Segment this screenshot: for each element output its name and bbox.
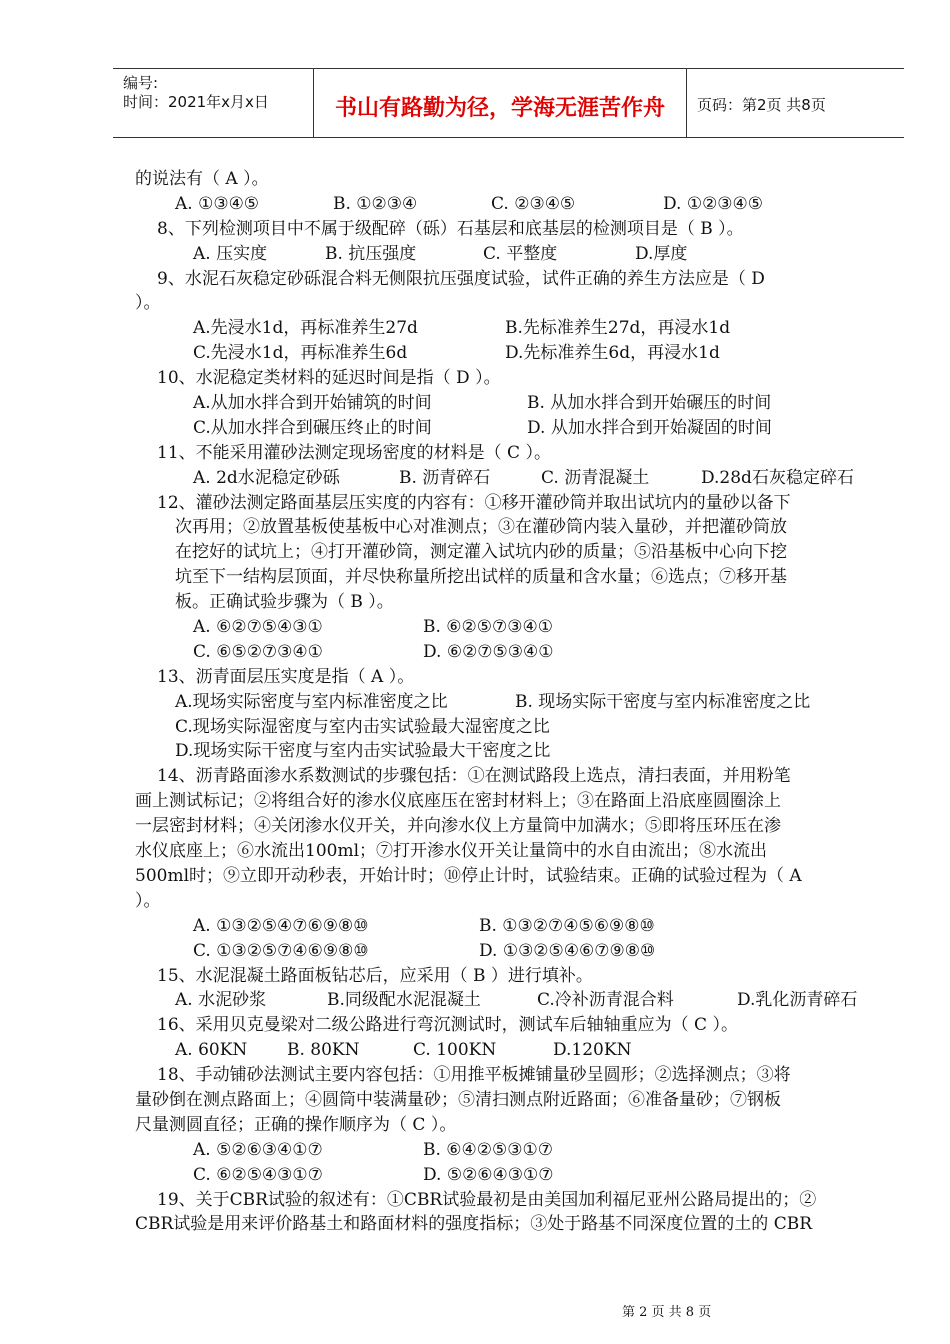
option-row: [135, 316, 887, 341]
option: D.28d石灰稳定碎石: [701, 467, 854, 488]
option: A. 压实度: [193, 243, 268, 264]
text-line: 尺量测圆直径；正确的操作顺序为（ C ）。: [135, 1114, 457, 1135]
option: A.先浸水1d，再标准养生27d: [193, 318, 418, 339]
option: A. ①③④⑤: [175, 193, 260, 214]
option: D.先标准养生6d，再浸水1d: [505, 343, 720, 364]
option: B. 沥青碎石: [399, 467, 491, 488]
option: D.现场实际干密度与室内击实试验最大干密度之比: [175, 741, 551, 762]
document-body: [135, 167, 887, 1237]
text-line: 500ml时；⑨立即开动秒表，开始计时；⑩停止计时，试验结束。正确的试验过程为（ A: [135, 865, 802, 886]
option: B.先标准养生27d，再浸水1d: [505, 318, 731, 339]
option-row: [135, 615, 887, 640]
option: C. ①③②⑤⑦④⑥⑨⑧⑩: [193, 940, 369, 961]
option: B. ①③②⑦④⑤⑥⑨⑧⑩: [479, 915, 655, 936]
option-row: [135, 416, 887, 441]
page-header: [113, 68, 904, 138]
option: C.冷补沥青混合料: [537, 990, 674, 1011]
option: D. ①②③④⑤: [663, 193, 764, 214]
option: A. ⑤②⑥③④①⑦: [193, 1139, 323, 1160]
option-row: [135, 1038, 887, 1063]
question-15: 15、水泥混凝土路面板钻芯后，应采用（ B ）进行填补。: [157, 965, 593, 986]
option-row: [135, 1138, 887, 1163]
option: B. ⑥②⑤⑦③④①: [423, 617, 553, 638]
option-row: [135, 391, 887, 416]
option: D.120KN: [553, 1040, 632, 1061]
text-line: 次再用；②放置基板使基板中心对准测点；③在灌砂筒内装入量砂，并把灌砂筒放: [175, 517, 787, 538]
text-line: 的说法有（ A ）。: [135, 169, 269, 189]
option: C. 沥青混凝土: [541, 467, 650, 488]
option: A. 水泥砂浆: [175, 990, 267, 1011]
option: A. 60KN: [175, 1040, 248, 1061]
option: C.现场实际湿密度与室内击实试验最大湿密度之比: [175, 716, 550, 737]
text-line: 板。正确试验步骤为（ B ）。: [175, 592, 394, 613]
motto: 书山有路勤为径，学海无涯苦作舟: [334, 96, 665, 121]
option: A. ⑥②⑦⑤④③①: [193, 617, 323, 638]
text-line: ）。: [135, 293, 161, 314]
question-18: 18、手动铺砂法测试主要内容包括：①用推平板摊铺量砂呈圆形；②选择测点；③将: [157, 1065, 791, 1086]
question-14: 14、沥青路面渗水系数测试的步骤包括：①在测试路段上选点，清扫表面，并用粉笔: [157, 766, 791, 787]
option: C. 100KN: [413, 1040, 497, 1061]
option-row: [135, 690, 887, 715]
option: D.乳化沥青碎石: [737, 990, 858, 1011]
question-19: 19、关于CBR试验的叙述有：①CBR试验最初是由美国加利福尼亚州公路局提出的；②: [157, 1189, 817, 1210]
question-11: 11、不能采用灌砂法测定现场密度的材料是（ C ）。: [157, 442, 551, 463]
time-label: 时间：2021年x月x日: [123, 93, 269, 111]
header-info-cell: [113, 69, 314, 137]
option: B. ⑥④②⑤③①⑦: [423, 1139, 553, 1160]
option: C.先浸水1d，再标准养生6d: [193, 343, 408, 364]
text-line: 坑至下一结构层顶面，并尽快称量所挖出试样的质量和含水量；⑥选点；⑦移开基: [175, 567, 787, 588]
question-10: 10、水泥稳定类材料的延迟时间是指（ D ）。: [157, 368, 501, 389]
option: C.从加水拌合到碾压终止的时间: [193, 417, 432, 438]
header-page-cell: [688, 69, 904, 137]
option-row: [135, 1163, 887, 1188]
option-row: [135, 341, 887, 366]
option: D.厚度: [635, 243, 688, 264]
text-line: 一层密封材料；④关闭渗水仪开关，并向渗水仪上方量筒中加满水；⑤即将压环压在渗: [135, 816, 781, 837]
option-row: [135, 640, 887, 665]
option: C. 平整度: [483, 243, 558, 264]
option: B.同级配水泥混凝土: [327, 990, 481, 1011]
option-row: [135, 939, 887, 964]
code-label: 编号:: [123, 74, 159, 92]
text-line: 在挖好的试坑上；④打开灌砂筒，测定灌入试坑内砂的质量；⑤沿基板中心向下挖: [175, 542, 787, 563]
question-16: 16、采用贝克曼梁对二级公路进行弯沉测试时，测试车后轴轴重应为（ C ）。: [157, 1015, 738, 1036]
option: D. ①③②⑤④⑥⑦⑨⑧⑩: [479, 940, 656, 961]
option: C. ⑥⑤②⑦③④①: [193, 641, 323, 662]
option-row: [135, 242, 887, 267]
text-line: ）。: [135, 890, 161, 911]
option: D. 从加水拌合到开始凝固的时间: [527, 417, 772, 438]
option: D. ⑤②⑥④③①⑦: [423, 1164, 554, 1185]
option: A.从加水拌合到开始铺筑的时间: [193, 393, 432, 414]
question-9: 9、水泥石灰稳定砂砾混合料无侧限抗压强度试验，试件正确的养生方法应是（ D: [157, 268, 765, 289]
page-label: 页码：第2页 共8页: [697, 96, 826, 114]
option-row: [135, 988, 887, 1013]
question-12: 12、灌砂法测定路面基层压实度的内容有：①移开灌砂筒并取出试坑内的量砂以备下: [157, 492, 791, 513]
option: A. 2d水泥稳定砂砾: [193, 467, 340, 488]
option: D. ⑥②⑦⑤③④①: [423, 641, 554, 662]
option-row: [135, 466, 887, 491]
option: B. 80KN: [287, 1040, 360, 1061]
option: A. ①③②⑤④⑦⑥⑨⑧⑩: [193, 915, 369, 936]
option: C. ⑥②⑤④③①⑦: [193, 1164, 323, 1185]
option: B. 现场实际干密度与室内标准密度之比: [515, 691, 811, 712]
text-line: 画上测试标记；②将组合好的渗水仪底座压在密封材料上；③在路面上沿底座圆圈涂上: [135, 791, 781, 812]
header-motto-cell: [314, 69, 687, 137]
option-row: [135, 914, 887, 939]
text-line: 量砂倒在测点路面上；④圆筒中装满量砂；⑤清扫测点附近路面；⑥准备量砂；⑦钢板: [135, 1089, 781, 1110]
option: B. 抗压强度: [325, 243, 417, 264]
text-line: CBR试验是用来评价路基土和路面材料的强度指标；③处于路基不同深度位置的土的 CBR: [135, 1214, 813, 1235]
option: B. ①②③④: [333, 193, 418, 214]
option-row: [135, 192, 887, 217]
option: A.现场实际密度与室内标准密度之比: [175, 691, 448, 712]
option: B. 从加水拌合到开始碾压的时间: [527, 393, 772, 414]
question-8: 8、下列检测项目中不属于级配碎（砾）石基层和底基层的检测项目是（ B ）。: [157, 218, 744, 239]
text-line: 水仪底座上；⑥水流出100ml；⑦打开渗水仪开关让量筒中的水自由流出；⑧水流出: [135, 841, 768, 862]
page-footer: 第 2 页 共 8 页: [622, 1305, 712, 1320]
option: C. ②③④⑤: [491, 193, 576, 214]
question-13: 13、沥青面层压实度是指（ A ）。: [157, 666, 415, 687]
